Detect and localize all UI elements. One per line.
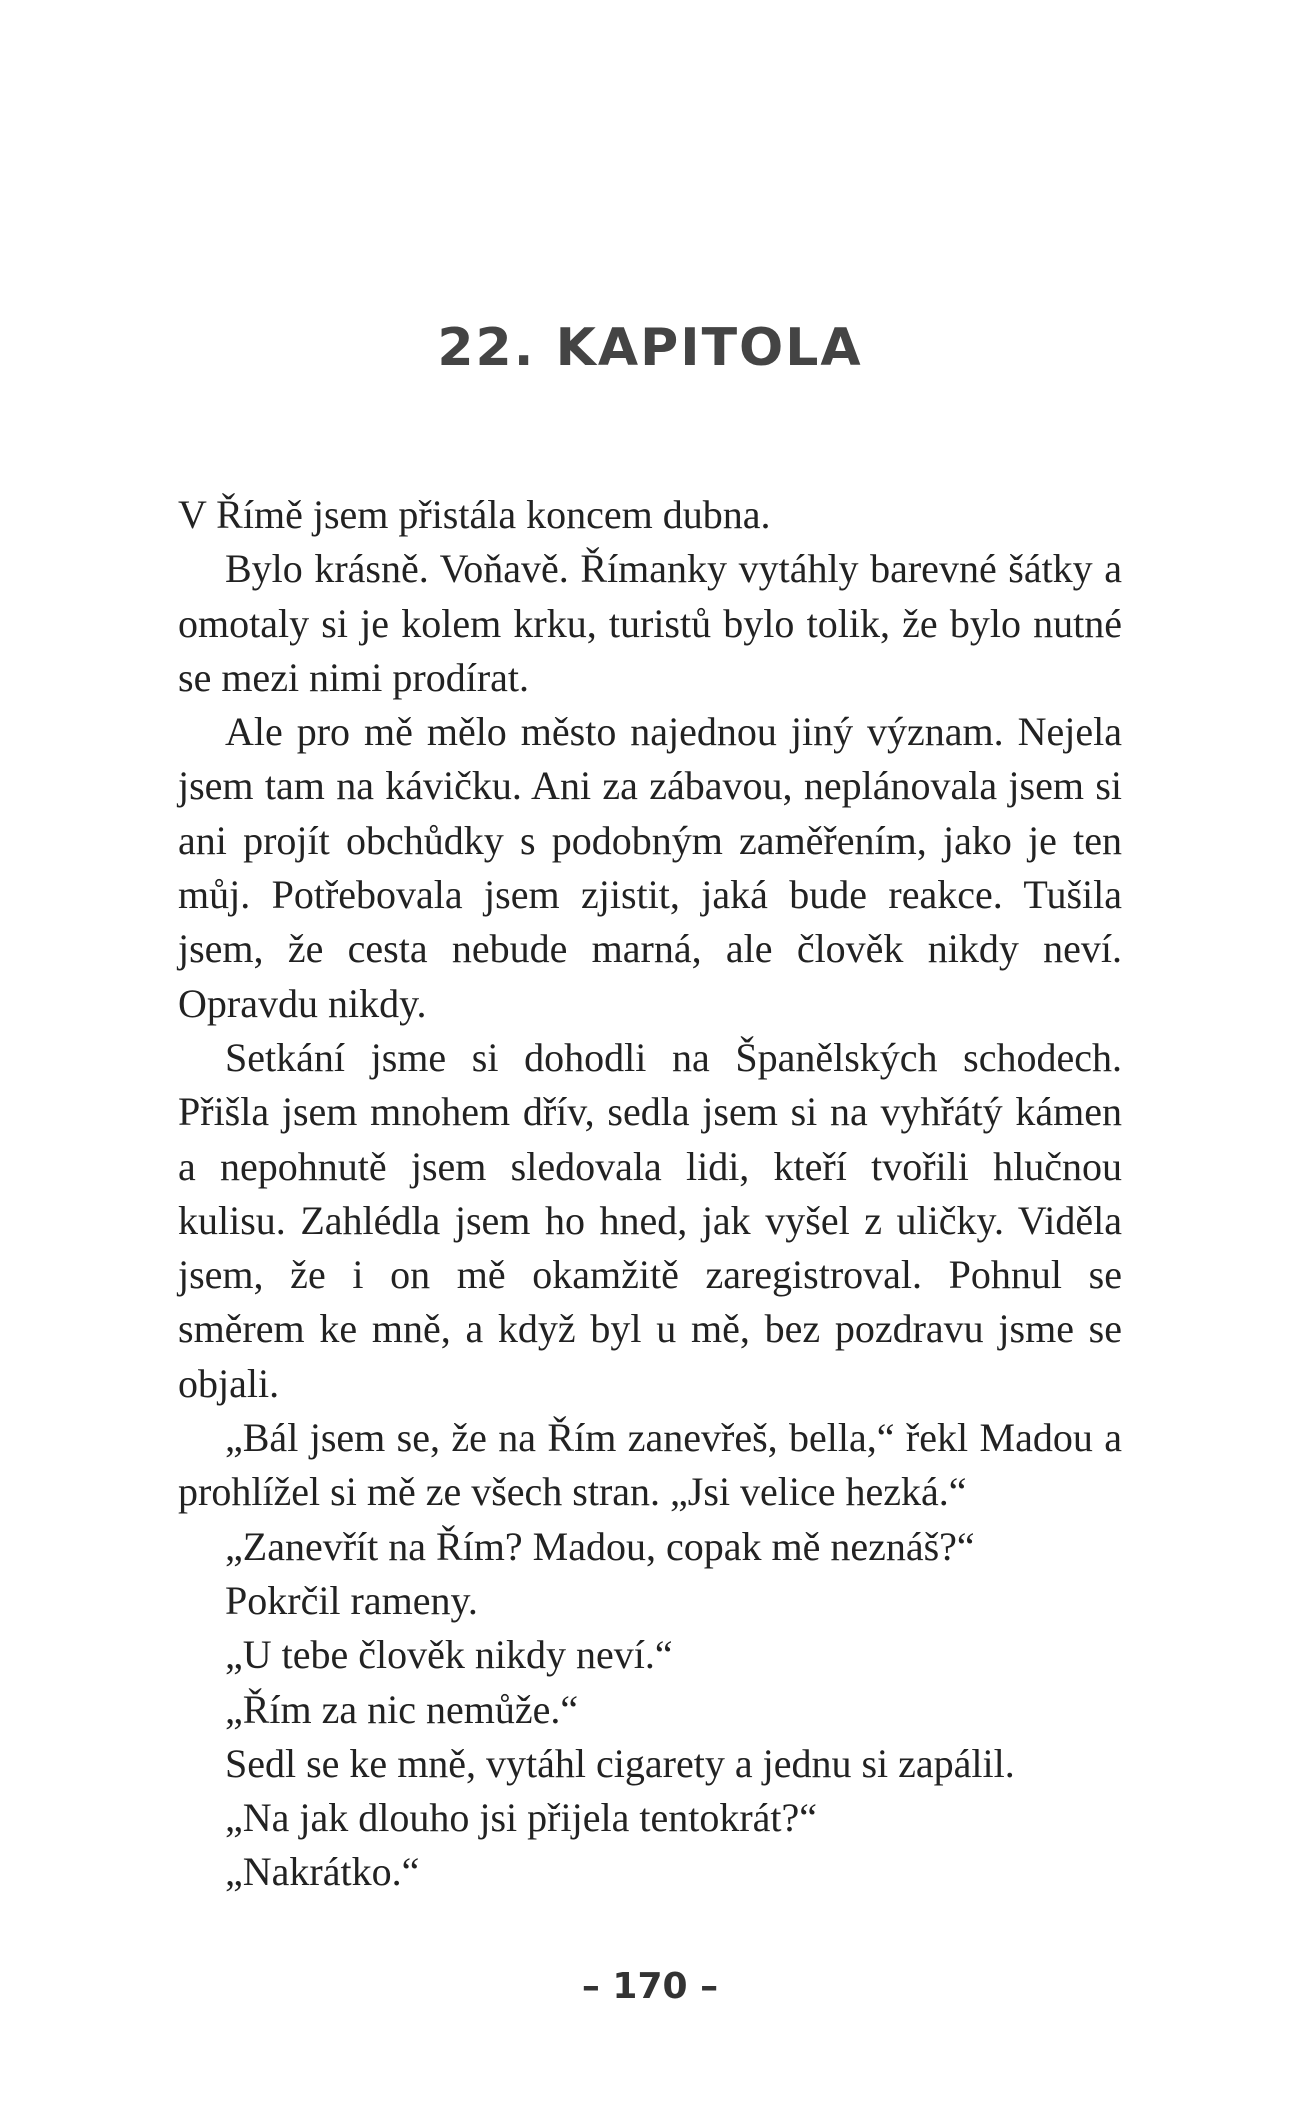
paragraph: „Bál jsem se, že na Řím zanevřeš, bella,“ řekl Madou a prohlížel si mě ze všech stran. „Jsi velice hezká.“ [178,1415,1122,1515]
chapter-title: 22. KAPITOLA [437,318,863,378]
paragraph: „Nakrátko.“ [225,1849,420,1895]
paragraph: „Zanevřít na Řím? Madou, copak mě neznáš?“ [225,1523,975,1569]
paragraph: V Římě jsem přistála koncem dubna. [178,492,771,537]
paragraph: Ale pro mě mělo město najednou jiný význam. Nejela jsem tam na kávičku. Ani za zábavou, neplánovala jsem si ani projít obchůdky s podobným zaměřením, jako je ten můj. Potřebovala jsem zjistit, jaká bude reakce. Tušila jsem, že cesta nebude marná, ale člověk nikdy neví. Opravdu nikdy. [178,709,1122,1026]
paragraph: „U tebe člověk nikdy neví.“ [225,1632,673,1678]
paragraph: Sedl se ke mně, vytáhl cigarety a jednu si zapálil. [225,1740,1015,1786]
paragraph: Bylo krásně. Voňavě. Římanky vytáhly barevné šátky a omotaly si je kolem krku, turistů bylo tolik, že bylo nutné se mezi nimi prodírat. [178,546,1122,700]
paragraph: „Na jak dlouho jsi přijela tentokrát?“ [225,1795,818,1841]
paragraph: Pokrčil rameny. [225,1577,478,1623]
page-number: – 170 – [581,1966,719,2007]
paragraph: Setkání jsme si dohodli na Španělských schodech. Přišla jsem mnohem dřív, sedla jsem si na vyhřátý kámen a nepohnutě jsem sledovala lidi, kteří tvořili hlučnou kulisu. Zahlédla jsem ho hned, jak vyšel z uličky. Viděla jsem, že i on mě okamžitě zaregistroval. Pohnul se směrem ke mně, a když byl u mě, bez pozdravu jsme se objali. [178,1034,1122,1406]
chapter-body [178,488,1122,1900]
paragraph: „Řím za nic nemůže.“ [225,1686,579,1732]
